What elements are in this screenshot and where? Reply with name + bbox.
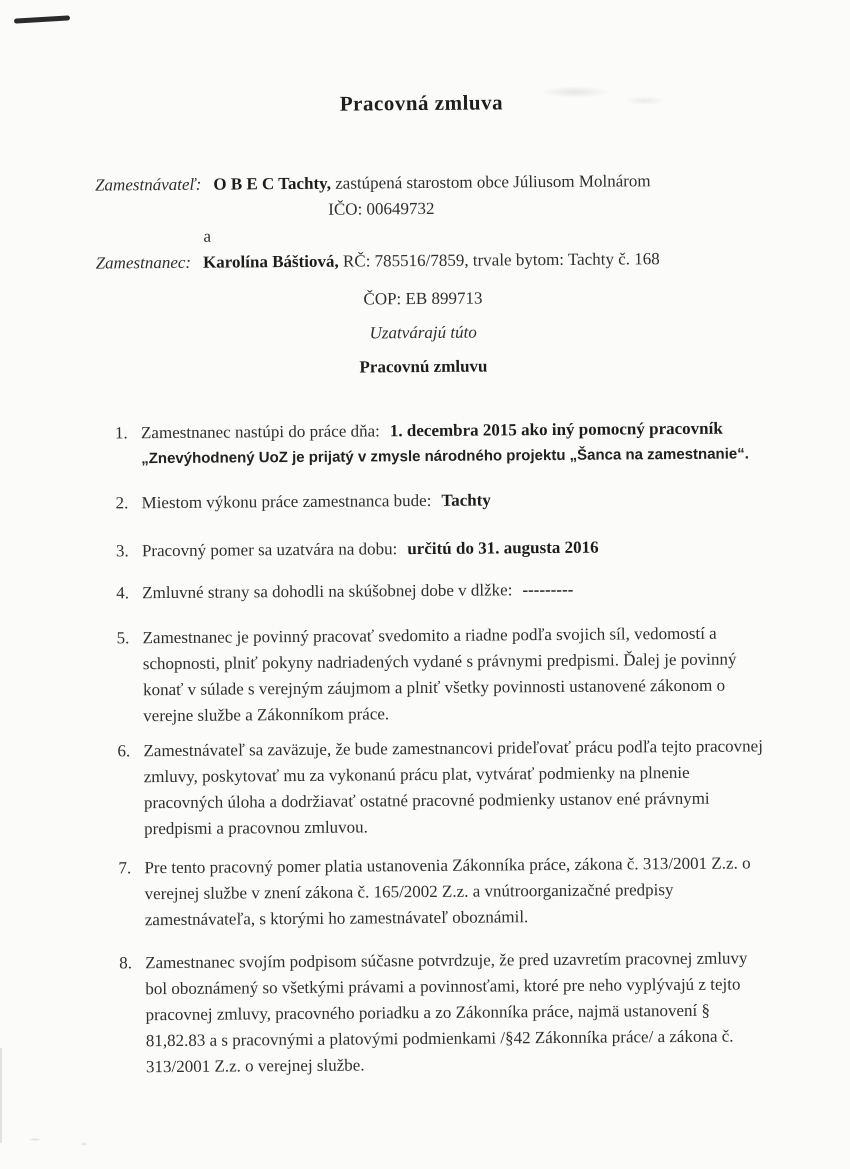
clause-item-5 (117, 620, 768, 729)
employee-description: RČ: 785516/7859, trvale bytom: Tachty č. 168 (342, 249, 660, 271)
clause-body (143, 733, 768, 842)
scan-edge-mark (0, 1048, 2, 1143)
employer-id: IČO: 00649732 (328, 198, 435, 219)
clause-body (141, 485, 765, 516)
employer-description: zastúpená starostom obce Júliusom Molnárom (335, 171, 651, 193)
clause-item-3 (116, 533, 766, 564)
clause-lead: Zmluvné strany sa dohodli na skúšobnej dobe v dlžke: (142, 580, 513, 603)
clause-item-7 (118, 850, 769, 933)
clause-lead: Zamestnanec nastúpi do práce dňa: (140, 421, 380, 443)
clause-lead: Pracovný pomer sa uzatvára na dobu: (141, 539, 398, 561)
clause-body (144, 850, 769, 933)
clause-lead: Zamestnanec je povinný pracovať svedomito a riadne podľa svojich síl, vedomostí a schopnosti, plniť pokyny nadriadených vydané s právnymi predpismi. Ďalej je povinný konať v súlade s verejným záujmom a plniť všetky povinnosti ustanovené zákonom o verejne službe a Zákonníkom práce. (142, 623, 737, 726)
clause-bold-text: --------- (522, 579, 574, 600)
clause-item-8 (119, 945, 770, 1080)
document-title: Pracovná zmluva (339, 90, 504, 116)
scan-speck (28, 1138, 42, 1141)
clause-item-6 (117, 733, 768, 842)
clause-bold-text: určitú do 31. augusta 2016 (407, 537, 599, 559)
clause-body (142, 575, 766, 606)
clause-body (143, 620, 768, 729)
employer-name: O B E C Tachty, (213, 173, 332, 194)
clause-lead: Pre tento pracovný pomer platia ustanovenia Zákonníka práce, zákona č. 313/2001 Z.z. o verejnej službe v znení zákona č. 165/2002 Z.z. a vnútroorganizačné predpisy zamestnávateľa, s ktorými ho zamestnávateľ oboznámil. (144, 853, 751, 930)
clause-item-4 (116, 575, 766, 606)
employee-id: ČOP: EB 899713 (363, 288, 483, 309)
clause-bold-text: 1. decembra 2015 ako iný pomocný pracovník (389, 418, 723, 441)
clause-lead: Zamestnávateľ sa zaväzuje, že bude zamestnancovi prideľovať prácu podľa tejto pracovnej zmluvy, poskytovať mu za vykonanú prácu plat, vytvárať podmienky na plnenie pracovných úloha a dodržiavať ostatné pracovné podmienky ustanov ené právnymi predpismi a pracovnou zmluvou. (143, 736, 763, 839)
clause-body (141, 415, 765, 472)
employee-label: Zamestnanec: (95, 252, 192, 273)
clause-lead: Miestom výkonu práce zamestnanca bude: (141, 490, 432, 513)
employer-label: Zamestnávateľ: (94, 174, 202, 195)
clause-bold-text: Tachty (441, 490, 491, 510)
employee-row (13, 245, 833, 277)
clause-number: 1. (114, 423, 128, 443)
clause-item-1 (115, 415, 765, 472)
clause-lead: Zamestnanec svojím podpisom súčasne potvrdzuje, že pred uzavretím pracovnej zmluvy bol oboznámený so všetkými právami a povinnosťami, ktoré pre neho vyplývajú z tejto pracovnej zmluvy, pracovného poriadku a zo Zákonníka práce, najmä ustanovení § 81,82.83 a s pracovnými a platovými podmienkami /§42 Zákonníka práce/ a zákona č. 313/2001 Z.z. o verejnej službe. (145, 948, 748, 1077)
employee-name: Karolína Báštiová, (202, 251, 339, 272)
contract-subtitle: Pracovnú zmluvu (359, 356, 488, 377)
clause-number: 4. (116, 583, 130, 603)
clause-body (142, 533, 766, 564)
preamble-line: Uzatvárajú túto (369, 322, 477, 343)
document-content (11, 0, 839, 1081)
clause-number: 6. (117, 741, 131, 761)
conjunction: a (203, 226, 212, 246)
scan-speck (80, 1142, 88, 1146)
clause-item-2 (115, 485, 765, 516)
clause-number: 2. (115, 493, 129, 513)
clause-note: „Znevýhodnený UoZ je prijatý v zmysle národného projektu „Šanca na zamestnanie“. (141, 445, 749, 468)
clause-number: 7. (118, 858, 132, 878)
clause-list (14, 415, 839, 1081)
clause-number: 5. (116, 628, 130, 648)
clause-body (145, 945, 770, 1080)
clause-number: 3. (115, 541, 129, 561)
clause-number: 8. (119, 953, 132, 973)
